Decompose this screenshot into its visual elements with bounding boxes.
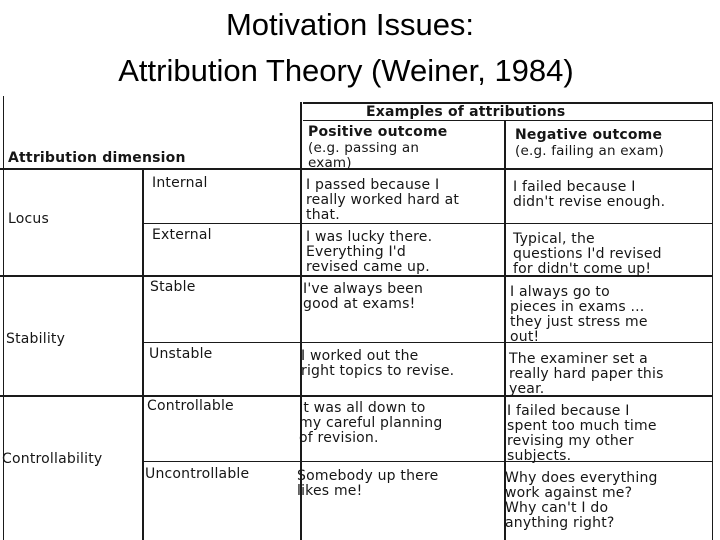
negative-outcome-header: Negative outcome (515, 127, 663, 143)
positive-uncontrollable: Somebody up there likes me! (297, 468, 439, 499)
subdimension-uncontrollable: Uncontrollable (145, 466, 250, 482)
dimension-stability: Stability (6, 331, 66, 347)
subdimension-unstable: Unstable (149, 346, 213, 362)
dimension-header: Attribution dimension (8, 150, 186, 166)
dimension-locus: Locus (8, 211, 49, 227)
positive-outcome-header: Positive outcome (308, 124, 448, 140)
negative-outcome-example: (e.g. failing an exam) (515, 143, 664, 159)
negative-external: Typical, the questions I'd revised for didn't come up! (513, 231, 662, 277)
slide-title-line2: Attribution Theory (Weiner, 1984) (118, 53, 574, 88)
vline-right-edge (712, 102, 713, 540)
positive-external: I was lucky there. Everything I'd revised came up. (306, 229, 433, 275)
slide-title-line1: Motivation Issues: (225, 7, 475, 42)
positive-outcome-example: (e.g. passing an exam) (308, 140, 420, 171)
dimension-controllability: Controllability (2, 451, 103, 467)
header-divider (303, 120, 713, 121)
negative-uncontrollable: Why does everything work against me? Why can't I do anything right? (505, 470, 658, 531)
subdimension-internal: Internal (152, 175, 208, 191)
subdimension-external: External (152, 227, 212, 243)
negative-stable: I always go to pieces in exams ... they just stress me out! (510, 284, 648, 345)
vline-left-edge (3, 96, 4, 540)
subdimension-controllable: Controllable (147, 398, 234, 414)
subdimension-stable: Stable (150, 279, 196, 295)
positive-controllable: It was all down to my careful planning of revision. (299, 400, 443, 446)
negative-controllable: I failed because I spent too much time revising my other subjects. (507, 403, 657, 464)
vline-subdimension (142, 170, 144, 540)
attribution-table-scan (0, 96, 720, 540)
row-line-1 (143, 223, 713, 224)
negative-unstable: The examiner set a really hard paper this year. (509, 351, 664, 397)
positive-stable: I've always been good at exams! (303, 281, 424, 312)
negative-internal: I failed because I didn't revise enough. (513, 179, 666, 210)
positive-internal: I passed because I really worked hard at that. (306, 177, 460, 223)
positive-unstable: I worked out the right topics to revise. (301, 348, 455, 379)
examples-header: Examples of attributions (366, 104, 566, 120)
